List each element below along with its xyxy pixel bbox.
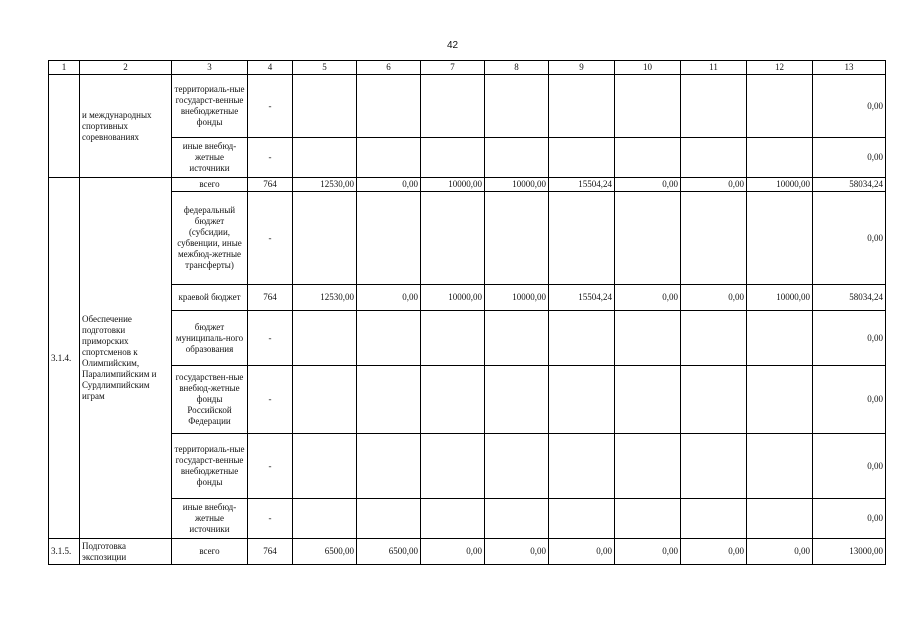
value-cell-col-7 [421,75,485,138]
value-cell-col-8 [485,311,549,366]
budget-table [48,60,886,565]
value-cell-col-8 [485,192,549,285]
value-cell-col-5: 6500,00 [293,539,357,565]
value-cell-col-12 [747,434,813,499]
value-cell-col-12 [747,192,813,285]
table-row [49,366,886,434]
funding-source: иные внебюд-жетные источники [172,138,248,178]
total-cell: 0,00 [813,75,886,138]
value-cell-col-5: 12530,00 [293,285,357,311]
column-header-13: 13 [813,61,886,75]
funding-source: бюджет муниципаль-ного образования [172,311,248,366]
value-cell-col-9 [549,499,615,539]
value-cell-col-6 [357,311,421,366]
value-cell-col-12: 10000,00 [747,285,813,311]
value-cell-col-9: 0,00 [549,539,615,565]
column-header-3: 3 [172,61,248,75]
value-cell-col-10: 0,00 [615,178,681,192]
value-cell-col-8: 10000,00 [485,285,549,311]
table-row [49,434,886,499]
value-cell-col-7: 10000,00 [421,285,485,311]
value-cell-col-12 [747,311,813,366]
table-row [49,75,886,138]
value-cell-col-10 [615,366,681,434]
total-cell: 58034,24 [813,178,886,192]
funding-source: территориаль-ные государст-венные внебюджетные фонды [172,75,248,138]
item-name: Подготовка экспозиции [80,539,172,565]
value-cell-col-12 [747,138,813,178]
value-cell-col-5 [293,75,357,138]
funding-source: краевой бюджет [172,285,248,311]
column-header-12: 12 [747,61,813,75]
value-cell-col-11 [681,192,747,285]
funding-source: всего [172,178,248,192]
value-cell-col-9: 15504,24 [549,178,615,192]
value-cell-col-6 [357,192,421,285]
value-cell-col-9: 15504,24 [549,285,615,311]
value-cell-col-12: 0,00 [747,539,813,565]
value-cell-col-9 [549,366,615,434]
total-cell: 0,00 [813,138,886,178]
table-row [49,539,886,565]
column-header-7: 7 [421,61,485,75]
total-cell: 0,00 [813,499,886,539]
value-cell-col-8: 0,00 [485,539,549,565]
value-cell-col-9 [549,311,615,366]
budget-code-cell: 764 [248,539,293,565]
value-cell-col-7: 10000,00 [421,178,485,192]
page-number: 42 [446,40,459,51]
value-cell-col-5: 12530,00 [293,178,357,192]
value-cell-col-5 [293,366,357,434]
item-name: Обеспечение подготовки приморских спортсменов к Олимпийским, Паралимпийским и Сурдлимпийским играм [80,178,172,539]
table-row [49,192,886,285]
value-cell-col-7 [421,434,485,499]
budget-code-cell: - [248,192,293,285]
value-cell-col-12 [747,75,813,138]
value-cell-col-11: 0,00 [681,539,747,565]
value-cell-col-10 [615,311,681,366]
value-cell-col-10 [615,75,681,138]
value-cell-col-10: 0,00 [615,539,681,565]
value-cell-col-8 [485,138,549,178]
funding-source: иные внебюд-жетные источники [172,499,248,539]
value-cell-col-5 [293,434,357,499]
table-body [49,75,886,565]
column-header-9: 9 [549,61,615,75]
value-cell-col-10 [615,192,681,285]
column-header-2: 2 [80,61,172,75]
item-name: и международных спортивных соревнованиях [80,75,172,178]
column-header-6: 6 [357,61,421,75]
value-cell-col-8 [485,499,549,539]
table-row [49,138,886,178]
value-cell-col-10: 0,00 [615,285,681,311]
funding-source: всего [172,539,248,565]
value-cell-col-11 [681,311,747,366]
column-header-5: 5 [293,61,357,75]
budget-code-cell: - [248,75,293,138]
value-cell-col-11 [681,366,747,434]
value-cell-col-8: 10000,00 [485,178,549,192]
table-row [49,285,886,311]
value-cell-col-6 [357,366,421,434]
table-row [49,499,886,539]
funding-source: федеральный бюджет (субсидии, субвенции, иные межбюд-жетные трансферты) [172,192,248,285]
value-cell-col-9 [549,75,615,138]
value-cell-col-12: 10000,00 [747,178,813,192]
value-cell-col-5 [293,138,357,178]
value-cell-col-11 [681,434,747,499]
total-cell: 0,00 [813,311,886,366]
value-cell-col-9 [549,192,615,285]
value-cell-col-12 [747,499,813,539]
table-row [49,178,886,192]
column-header-8: 8 [485,61,549,75]
value-cell-col-6 [357,499,421,539]
total-cell: 0,00 [813,366,886,434]
value-cell-col-11: 0,00 [681,285,747,311]
value-cell-col-6: 0,00 [357,178,421,192]
value-cell-col-6 [357,75,421,138]
value-cell-col-6: 0,00 [357,285,421,311]
value-cell-col-7 [421,192,485,285]
item-code: 3.1.4. [49,178,80,539]
total-cell: 0,00 [813,434,886,499]
value-cell-col-7: 0,00 [421,539,485,565]
funding-source: государствен-ные внебюд-жетные фонды Российской Федерации [172,366,248,434]
table-row [49,311,886,366]
value-cell-col-6 [357,434,421,499]
total-cell: 58034,24 [813,285,886,311]
value-cell-col-6 [357,138,421,178]
value-cell-col-8 [485,75,549,138]
value-cell-col-9 [549,138,615,178]
budget-code-cell: - [248,366,293,434]
budget-code-cell: 764 [248,178,293,192]
value-cell-col-7 [421,138,485,178]
value-cell-col-11 [681,138,747,178]
budget-code-cell: 764 [248,285,293,311]
total-cell: 0,00 [813,192,886,285]
value-cell-col-7 [421,499,485,539]
value-cell-col-10 [615,138,681,178]
value-cell-col-11: 0,00 [681,178,747,192]
header-row [49,61,886,75]
value-cell-col-6: 6500,00 [357,539,421,565]
column-header-1: 1 [49,61,80,75]
funding-source: территориаль-ные государст-венные внебюджетные фонды [172,434,248,499]
column-header-10: 10 [615,61,681,75]
value-cell-col-10 [615,434,681,499]
item-code [49,75,80,178]
value-cell-col-12 [747,366,813,434]
value-cell-col-11 [681,499,747,539]
column-header-11: 11 [681,61,747,75]
value-cell-col-8 [485,434,549,499]
value-cell-col-5 [293,192,357,285]
value-cell-col-8 [485,366,549,434]
budget-code-cell: - [248,311,293,366]
value-cell-col-11 [681,75,747,138]
item-code: 3.1.5. [49,539,80,565]
value-cell-col-7 [421,366,485,434]
value-cell-col-7 [421,311,485,366]
budget-code-cell: - [248,499,293,539]
value-cell-col-10 [615,499,681,539]
total-cell: 13000,00 [813,539,886,565]
budget-code-cell: - [248,138,293,178]
value-cell-col-5 [293,499,357,539]
value-cell-col-9 [549,434,615,499]
budget-code-cell: - [248,434,293,499]
column-header-4: 4 [248,61,293,75]
value-cell-col-5 [293,311,357,366]
